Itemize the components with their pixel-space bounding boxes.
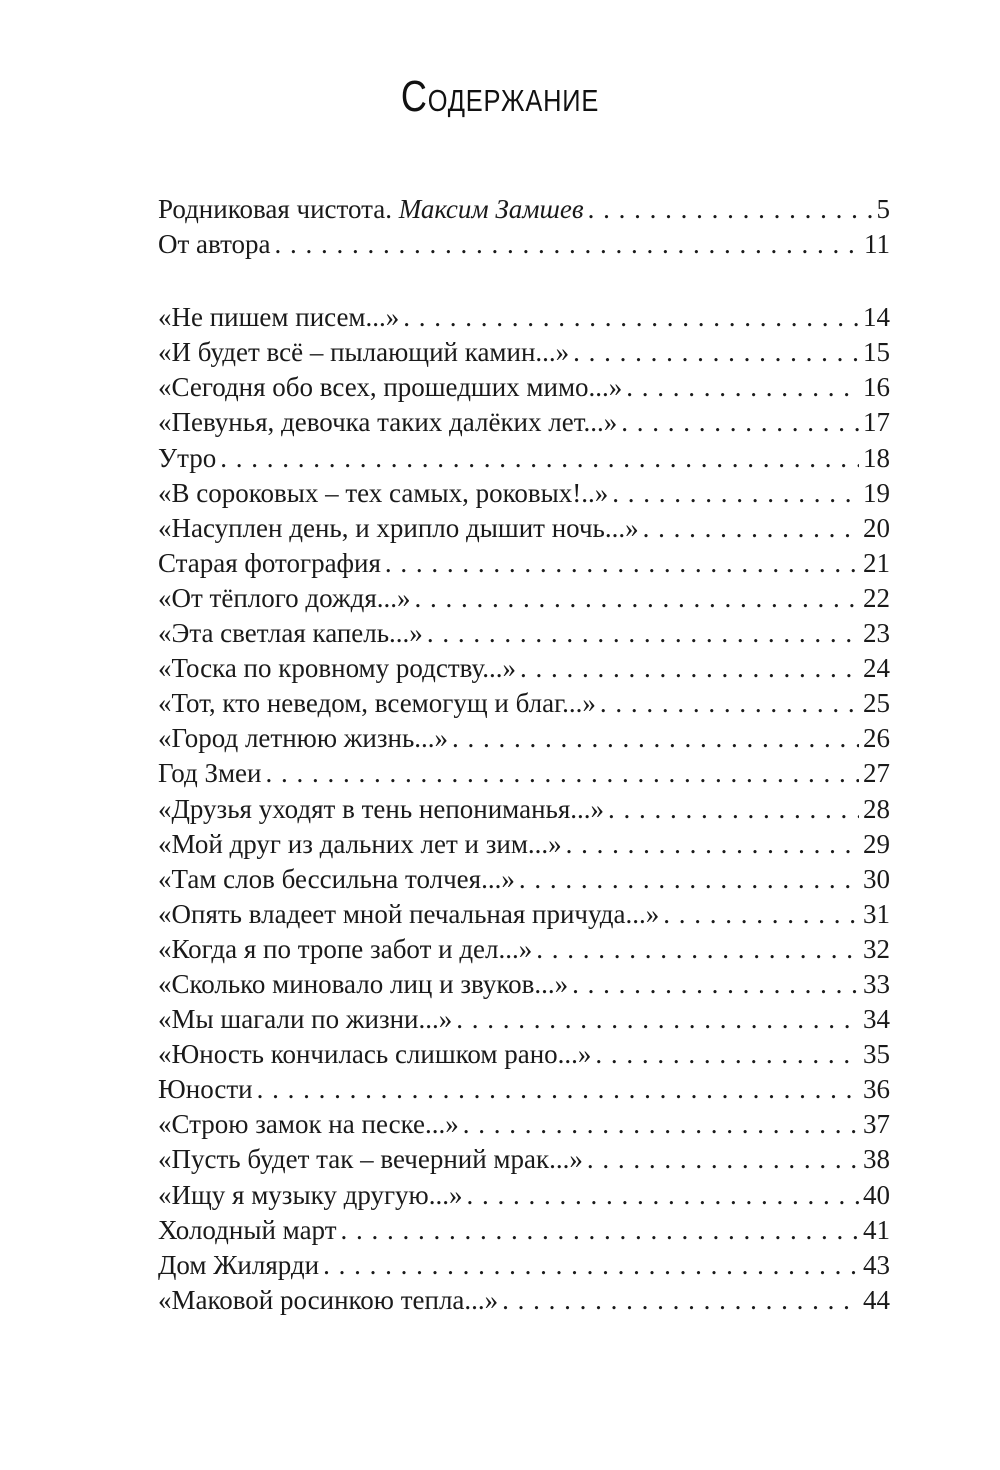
- dot-leader: [600, 686, 859, 721]
- toc-entry[interactable]: [158, 1142, 890, 1177]
- dot-leader: [566, 827, 859, 862]
- toc-entry-foreword[interactable]: [158, 192, 890, 227]
- toc-entry[interactable]: [158, 1178, 890, 1213]
- toc-entry-label: [158, 192, 584, 227]
- toc-entry-page: 43: [863, 1249, 890, 1280]
- dot-leader: [275, 227, 860, 262]
- toc-entry-page: 32: [863, 933, 890, 964]
- toc-entry[interactable]: [158, 546, 890, 581]
- toc-entry[interactable]: [158, 897, 890, 932]
- dot-leader: [403, 300, 859, 335]
- dot-leader: [626, 370, 859, 405]
- toc-entry-page: 30: [863, 863, 890, 894]
- dot-leader: [427, 616, 859, 651]
- toc-entry-page: 38: [863, 1144, 890, 1175]
- toc-entry-label: От автора: [158, 229, 271, 260]
- toc-entry-label: «И будет всё – пылающий камин...»: [158, 337, 570, 368]
- toc-entry-label: Дом Жилярди: [158, 1249, 320, 1280]
- toc-entry[interactable]: [158, 862, 890, 897]
- dot-leader: [663, 897, 859, 932]
- toc-entry-label: «Пусть будет так – вечерний мрак...»: [158, 1144, 583, 1175]
- dot-leader: [643, 511, 859, 546]
- toc-entry[interactable]: [158, 300, 890, 335]
- toc-entry-page: 11: [864, 229, 890, 260]
- dot-leader: [502, 1283, 859, 1318]
- table-of-contents: [158, 192, 890, 1318]
- toc-entry-page: 22: [863, 582, 890, 613]
- toc-entry-label: «Тот, кто неведом, всемогущ и благ...»: [158, 688, 596, 719]
- dot-leader: [573, 335, 859, 370]
- toc-entry-page: 23: [863, 618, 890, 649]
- dot-leader: [257, 1072, 859, 1107]
- toc-entry-page: 31: [863, 898, 890, 929]
- toc-entry-page: 20: [863, 512, 890, 543]
- toc-entry[interactable]: [158, 1283, 890, 1318]
- toc-entry-page: 17: [863, 407, 890, 438]
- dot-leader: [385, 546, 859, 581]
- dot-leader: [536, 932, 859, 967]
- toc-entry-page: 29: [863, 828, 890, 859]
- dot-leader: [456, 1002, 859, 1037]
- toc-entry-page: 44: [863, 1284, 890, 1315]
- toc-entry-label: «Насуплен день, и хрипло дышит ночь...»: [158, 512, 639, 543]
- toc-entry-label: Год Змеи: [158, 758, 262, 789]
- dot-leader: [588, 192, 873, 227]
- toc-entry[interactable]: [158, 616, 890, 651]
- toc-entry-page: 18: [863, 442, 890, 473]
- page-title: Содержание: [400, 72, 600, 121]
- dot-leader: [323, 1248, 859, 1283]
- toc-entry-label: «Строю замок на песке...»: [158, 1109, 459, 1140]
- toc-entry[interactable]: [158, 721, 890, 756]
- toc-entry[interactable]: [158, 792, 890, 827]
- toc-entry-page: 15: [863, 337, 890, 368]
- entry-title: Родниковая чистота.: [158, 194, 392, 224]
- toc-entry[interactable]: [158, 511, 890, 546]
- toc-entry-label: Холодный март: [158, 1214, 337, 1245]
- toc-entry-label: «Мы шагали по жизни...»: [158, 1004, 453, 1035]
- toc-entry[interactable]: [158, 335, 890, 370]
- toc-entry-page: 16: [863, 372, 890, 403]
- poem-list: [158, 300, 890, 1318]
- toc-entry[interactable]: [158, 756, 890, 791]
- toc-entry[interactable]: [158, 1107, 890, 1142]
- dot-leader: [266, 756, 860, 791]
- toc-entry-page: 5: [876, 194, 890, 224]
- toc-entry-page: 24: [863, 653, 890, 684]
- toc-entry-label: «Мой друг из дальних лет и зим...»: [158, 828, 562, 859]
- toc-entry-page: 33: [863, 968, 890, 999]
- entry-author: Максим Замшев: [398, 194, 584, 224]
- dot-leader: [608, 792, 859, 827]
- toc-entry-label: «Друзья уходят в тень непониманья...»: [158, 793, 605, 824]
- toc-entry-label: «Не пишем писем...»: [158, 302, 400, 333]
- toc-entry-label: «Опять владеет мной печальная причуда...»: [158, 898, 660, 929]
- toc-entry[interactable]: [158, 1213, 890, 1248]
- section-gap: [158, 262, 890, 300]
- dot-leader: [463, 1107, 859, 1142]
- dot-leader: [572, 967, 859, 1002]
- toc-entry-label: Утро: [158, 442, 217, 473]
- toc-entry-page: 21: [863, 547, 890, 578]
- dot-leader: [520, 651, 859, 686]
- dot-leader: [341, 1213, 860, 1248]
- toc-entry-label: «Там слов бессильна толчея...»: [158, 863, 515, 894]
- dot-leader: [452, 721, 859, 756]
- toc-entry[interactable]: [158, 581, 890, 616]
- toc-entry-label: «В сороковых – тех самых, роковых!..»: [158, 477, 609, 508]
- toc-entry[interactable]: [158, 651, 890, 686]
- toc-entry[interactable]: [158, 1037, 890, 1072]
- toc-entry-page: 27: [863, 758, 890, 789]
- toc-entry-page: 14: [863, 302, 890, 333]
- toc-entry-page: 36: [863, 1074, 890, 1105]
- toc-entry-page: 40: [863, 1179, 890, 1210]
- toc-entry[interactable]: [158, 932, 890, 967]
- toc-entry-label: «Маковой росинкою тепла...»: [158, 1284, 499, 1315]
- toc-entry-author-note[interactable]: [158, 227, 890, 262]
- toc-entry[interactable]: [158, 441, 890, 476]
- toc-entry-label: «Когда я по тропе забот и дел...»: [158, 933, 533, 964]
- toc-entry[interactable]: [158, 686, 890, 721]
- toc-entry[interactable]: [158, 827, 890, 862]
- toc-entry-page: 25: [863, 688, 890, 719]
- toc-entry-label: «Город летнюю жизнь...»: [158, 723, 449, 754]
- toc-entry[interactable]: [158, 370, 890, 405]
- toc-entry-label: «Юность кончилась слишком рано...»: [158, 1039, 592, 1070]
- toc-entry-label: «Ищу я музыку другую...»: [158, 1179, 463, 1210]
- toc-entry-page: 19: [863, 477, 890, 508]
- toc-entry-page: 35: [863, 1039, 890, 1070]
- toc-entry[interactable]: [158, 967, 890, 1002]
- dot-leader: [587, 1142, 859, 1177]
- toc-entry-label: «Тоска по кровному родству...»: [158, 653, 517, 684]
- toc-entry[interactable]: [158, 1248, 890, 1283]
- toc-entry-page: 34: [863, 1004, 890, 1035]
- dot-leader: [220, 441, 859, 476]
- toc-entry-label: «Певунья, девочка таких далёких лет...»: [158, 407, 618, 438]
- dot-leader: [595, 1037, 859, 1072]
- dot-leader: [519, 862, 859, 897]
- toc-entry[interactable]: [158, 405, 890, 440]
- toc-entry-page: 28: [863, 793, 890, 824]
- dot-leader: [415, 581, 859, 616]
- toc-entry[interactable]: [158, 1072, 890, 1107]
- toc-entry-label: «Эта светлая капель...»: [158, 618, 423, 649]
- dot-leader: [466, 1178, 859, 1213]
- toc-entry-page: 37: [863, 1109, 890, 1140]
- toc-entry-label: «От тёплого дождя...»: [158, 582, 411, 613]
- toc-entry-label: «Сколько миновало лиц и звуков...»: [158, 968, 569, 999]
- toc-entry[interactable]: [158, 476, 890, 511]
- toc-entry-label: Юности: [158, 1074, 253, 1105]
- toc-entry-label: Старая фотография: [158, 547, 381, 578]
- toc-entry-label: «Сегодня обо всех, прошедших мимо...»: [158, 372, 623, 403]
- dot-leader: [612, 476, 859, 511]
- toc-entry-page: 26: [863, 723, 890, 754]
- toc-entry-page: 41: [863, 1214, 890, 1245]
- toc-entry[interactable]: [158, 1002, 890, 1037]
- dot-leader: [621, 405, 859, 440]
